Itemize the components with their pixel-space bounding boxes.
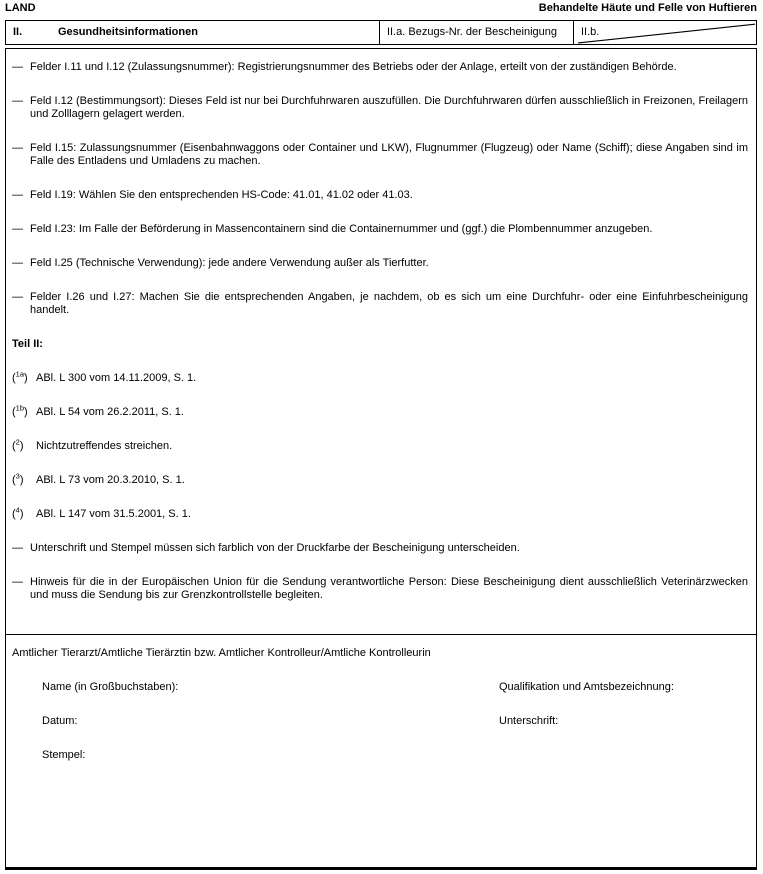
officer-field-row xyxy=(12,715,748,728)
field-note-item xyxy=(12,189,748,202)
closing-note-text: Unterschrift und Stempel müssen sich farblich von der Druckfarbe der Bescheinigung unterscheiden. xyxy=(30,542,520,554)
official-veterinarian-section xyxy=(6,634,756,762)
country-label: LAND xyxy=(5,2,36,14)
section-title: Gesundheitsinformationen xyxy=(58,26,198,38)
field-note-text: Feld I.19: Wählen Sie den entsprechenden HS-Code: 41.01, 41.02 oder 41.03. xyxy=(30,189,413,201)
diagonal-strikethrough-line xyxy=(574,21,756,44)
field-note-item xyxy=(12,257,748,270)
footnote-item xyxy=(12,437,748,453)
dash-bullet: — xyxy=(12,542,23,554)
field-note-text: Felder I.26 und I.27: Machen Sie die entsprechenden Angaben, je nachdem, ob es sich um eine Durchfuhr- oder eine Einfuhrbescheinigung handelt. xyxy=(30,291,748,316)
officer-field-label-left: Name (in Großbuchstaben): xyxy=(42,681,179,693)
field-note-text: Feld I.15: Zulassungsnummer (Eisenbahnwaggons oder Container und LKW), Flugnummer (Flugzeug) oder Name (Schiff); diese Angaben sind im Falle des Entladens und Umladens zu machen. xyxy=(30,142,748,167)
field-note-text: Feld I.23: Im Falle der Beförderung in Massencontainern sind die Containernummer und (ggf.) die Plombennummer anzugeben. xyxy=(30,223,653,235)
notes-section xyxy=(6,49,756,634)
dash-bullet: — xyxy=(12,257,23,269)
reference-number-label: II.a. Bezugs-Nr. der Bescheinigung xyxy=(387,26,557,38)
footnotes-list xyxy=(12,369,748,521)
dash-bullet: — xyxy=(12,189,23,201)
certificate-body-box xyxy=(5,48,757,870)
section-header-cell xyxy=(6,21,380,44)
field-note-item xyxy=(12,291,748,317)
footnote-item xyxy=(12,403,748,419)
footnote-text: ABl. L 73 vom 20.3.2010, S. 1. xyxy=(36,474,185,486)
officer-field-row xyxy=(12,681,748,694)
field-note-item xyxy=(12,223,748,236)
section-number: II. xyxy=(13,26,23,38)
closing-note-text: Hinweis für die in der Europäischen Union für die Sendung verantwortliche Person: Diese Bescheinigung dient ausschließlich Veterinärzwecken und muss die Sendung bis zur Grenzkontrollstelle begleiten. xyxy=(30,576,748,601)
iib-cell xyxy=(574,21,756,44)
official-veterinarian-heading: Amtlicher Tierarzt/Amtliche Tierärztin bzw. Amtlicher Kontrolleur/Amtliche Kontrolleurin xyxy=(12,647,431,659)
footnote-marker: ($^4$) xyxy=(12,505,24,520)
field-note-text: Feld I.12 (Bestimmungsort): Dieses Feld ist nur bei Durchfuhrwaren auszufüllen. Die Durchfuhrwaren dürfen ausschließlich in Freizonen, Freilagern und Zolllagern gelagert werden. xyxy=(30,95,748,120)
footnote-marker: ($^2$) xyxy=(12,437,24,452)
section-header-table xyxy=(5,20,757,45)
footnote-text: ABl. L 147 vom 31.5.2001, S. 1. xyxy=(36,508,191,520)
dash-bullet: — xyxy=(12,223,23,235)
footnote-text: Nichtzutreffendes streichen. xyxy=(36,440,173,452)
field-note-item xyxy=(12,142,748,168)
field-note-text: Felder I.11 und I.12 (Zulassungsnummer): Registrierungsnummer des Betriebs oder der Anlage, erteilt von der zuständigen Behörde. xyxy=(30,61,677,73)
field-notes-list xyxy=(12,61,748,317)
officer-field-label-right: Qualifikation und Amtsbezeichnung: xyxy=(499,681,674,693)
field-note-item xyxy=(12,61,748,74)
footnote-item xyxy=(12,471,748,487)
officer-field-label-left: Datum: xyxy=(42,715,78,727)
officer-field-row xyxy=(12,749,748,762)
footnote-text: ABl. L 54 vom 26.2.2011, S. 1. xyxy=(36,406,184,418)
page-topbar xyxy=(5,2,757,15)
closing-note-item xyxy=(12,542,748,555)
field-note-text: Feld I.25 (Technische Verwendung): jede andere Verwendung außer als Tierfutter. xyxy=(30,257,429,269)
footnote-item xyxy=(12,505,748,521)
document-title: Behandelte Häute und Felle von Huftieren xyxy=(538,2,757,14)
footnote-text: ABl. L 300 vom 14.11.2009, S. 1. xyxy=(36,372,197,384)
officer-field-label-left: Stempel: xyxy=(42,749,86,761)
dash-bullet: — xyxy=(12,142,23,154)
officer-field-label-right: Unterschrift: xyxy=(499,715,559,727)
dash-bullet: — xyxy=(12,576,23,588)
closing-note-item xyxy=(12,576,748,602)
dash-bullet: — xyxy=(12,61,23,73)
footnote-item xyxy=(12,369,748,385)
official-veterinarian-fields xyxy=(12,681,748,762)
footnote-marker: ($^{1a}$) xyxy=(12,369,28,384)
field-note-item xyxy=(12,95,748,121)
teil-ii-heading: Teil II: xyxy=(12,338,43,350)
footnote-marker: ($^{1b}$) xyxy=(12,403,28,418)
closing-notes-list xyxy=(12,542,748,602)
reference-number-cell xyxy=(380,21,574,44)
dash-bullet: — xyxy=(12,291,23,303)
footnote-marker: ($^3$) xyxy=(12,471,24,486)
dash-bullet: — xyxy=(12,95,23,107)
iib-label: II.b. xyxy=(581,26,600,38)
officer-field-label-right xyxy=(499,749,748,762)
